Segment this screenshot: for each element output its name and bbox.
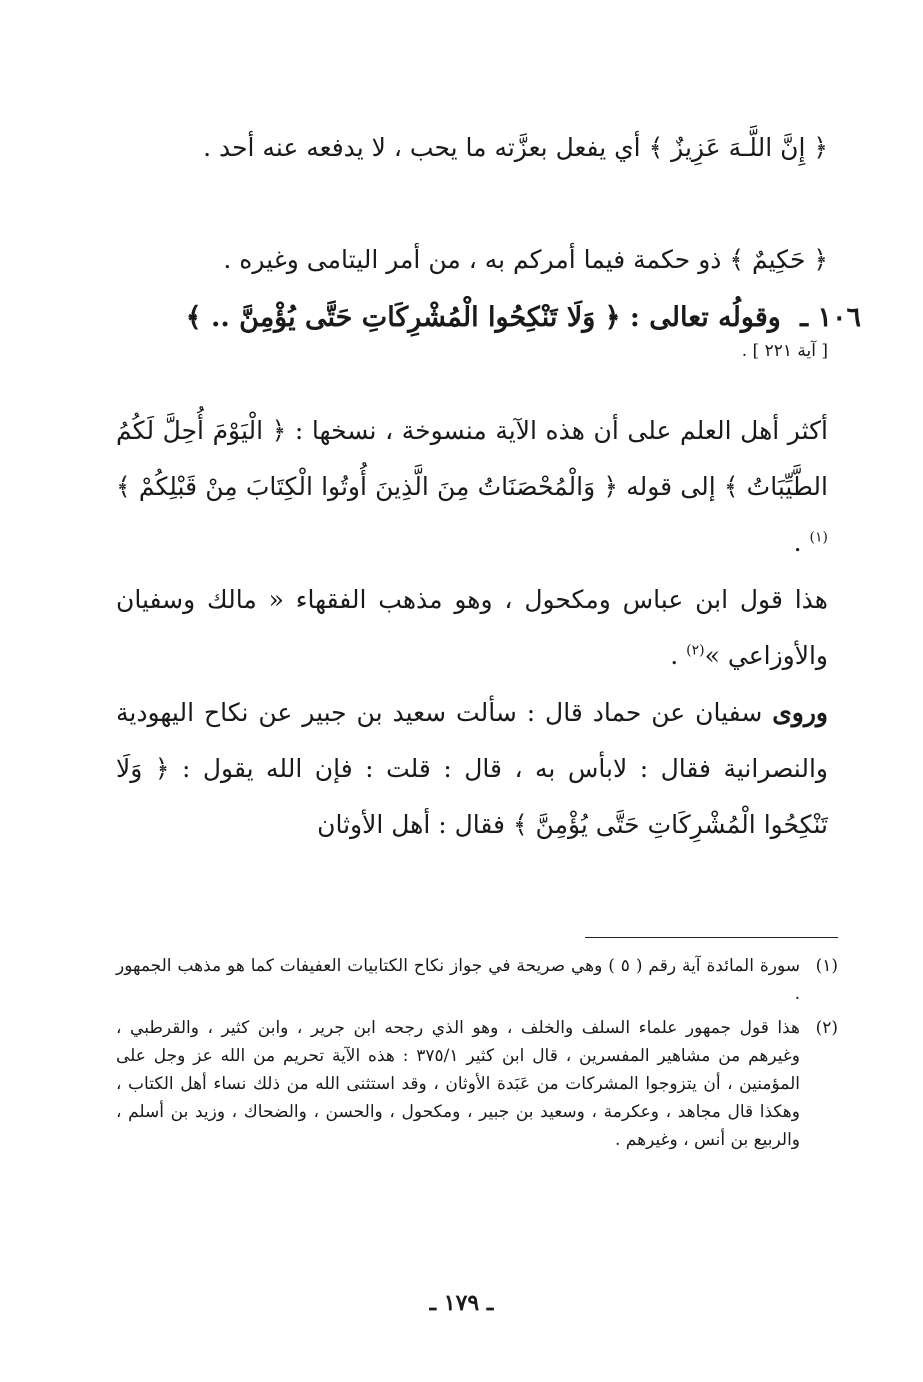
paragraph-abrogation-text: أكثر أهل العلم على أن هذه الآية منسوخة ، نسخها : ﴿ الْيَوْمَ أُحِلَّ لَكُمُ الطَّيِّبَاتُ ﴾ إلى قوله ﴿ وَالْمُحْصَنَاتُ مِنَ الَّذِينَ أُوتُوا الْكِتَابَ مِنْ قَبْلِكُمْ ﴾ (116, 416, 828, 501)
footnotes (116, 952, 838, 1160)
footnote-divider (585, 937, 838, 938)
footnote-ref-1[interactable]: (١) (809, 529, 828, 546)
footnote-ref-2[interactable]: (٢) (686, 642, 705, 659)
footnote-2-text: هذا قول جمهور علماء السلف والخلف ، وهو الذي رجحه ابن جرير ، وابن كثير ، والقرطبي ، وغيرهم من مشاهير المفسرين ، قال ابن كثير ٣٧٥/١ : هذه الآية تحريم من الله عز وجل على المؤمنين ، أن يتزوجوا المشركات من عَبَدة الأوثان ، وقد استثنى الله من ذلك نساء أهل الكتاب ، وهكذا قال مجاهد ، وعكرمة ، وسعيد بن جبير ، ومكحول ، والحسن ، والضحاك ، وزيد بن أسلم ، والربيع بن أنس ، وغيرهم . (116, 1018, 800, 1150)
paragraph-jurists-end: . (670, 641, 687, 670)
footnote-1-number: (١) (815, 956, 838, 976)
footnote-2-number: (٢) (815, 1018, 838, 1038)
verse-number: ١٠٦ ـ (800, 302, 861, 333)
paragraph-narration-lead: وروى (772, 698, 828, 727)
footnote-2 (116, 1014, 838, 1154)
paragraph-jurists-text: هذا قول ابن عباس ومكحول ، وهو مذهب الفقهاء « مالك وسفيان والأوزاعي » (116, 585, 828, 670)
paragraph-jurists (116, 572, 828, 684)
paragraph-abrogation-end: . (793, 528, 810, 557)
paragraph-abrogation (116, 403, 828, 571)
footnote-1-text: سورة المائدة آية رقم ( ٥ ) وهي صريحة في جواز نكاح الكتابيات العفيفات كما هو مذهب الجمهور . (116, 956, 800, 1004)
paragraph-hakim (116, 232, 828, 288)
paragraph-aziz-text: ﴿ إِنَّ اللَّـهَ عَزِيزٌ ﴾ أي يفعل بعزَّته ما يحب ، لا يدفعه عنه أحد . (203, 133, 828, 162)
verse-reference: [ آية ٢٢١ ] . (741, 341, 828, 361)
paragraph-aziz (116, 120, 828, 176)
verse-heading (116, 290, 861, 364)
verse-heading-line (116, 290, 861, 346)
paragraph-narration (116, 685, 828, 853)
paragraph-narration-text: سفيان عن حماد قال : سألت سعيد بن جبير عن نكاح اليهودية والنصرانية فقال : لابأس به ، قال : قلت : فإن الله يقول : ﴿ وَلَا تَنْكِحُوا الْمُشْرِكَاتِ حَتَّى يُؤْمِنَّ ﴾ فقال : أهل الأوثان (116, 698, 828, 839)
footnote-1 (116, 952, 838, 1008)
page-number: ـ ١٧٩ ـ (429, 1290, 494, 1316)
paragraph-hakim-text: ﴿ حَكِيمٌ ﴾ ذو حكمة فيما أمركم به ، من أمر اليتامى وغيره . (223, 245, 828, 274)
verse-heading-text: وقولُه تعالى : ﴿ وَلَا تَنْكِحُوا الْمُشْرِكَاتِ حَتَّى يُؤْمِنَّ .. ﴾ (185, 302, 781, 333)
